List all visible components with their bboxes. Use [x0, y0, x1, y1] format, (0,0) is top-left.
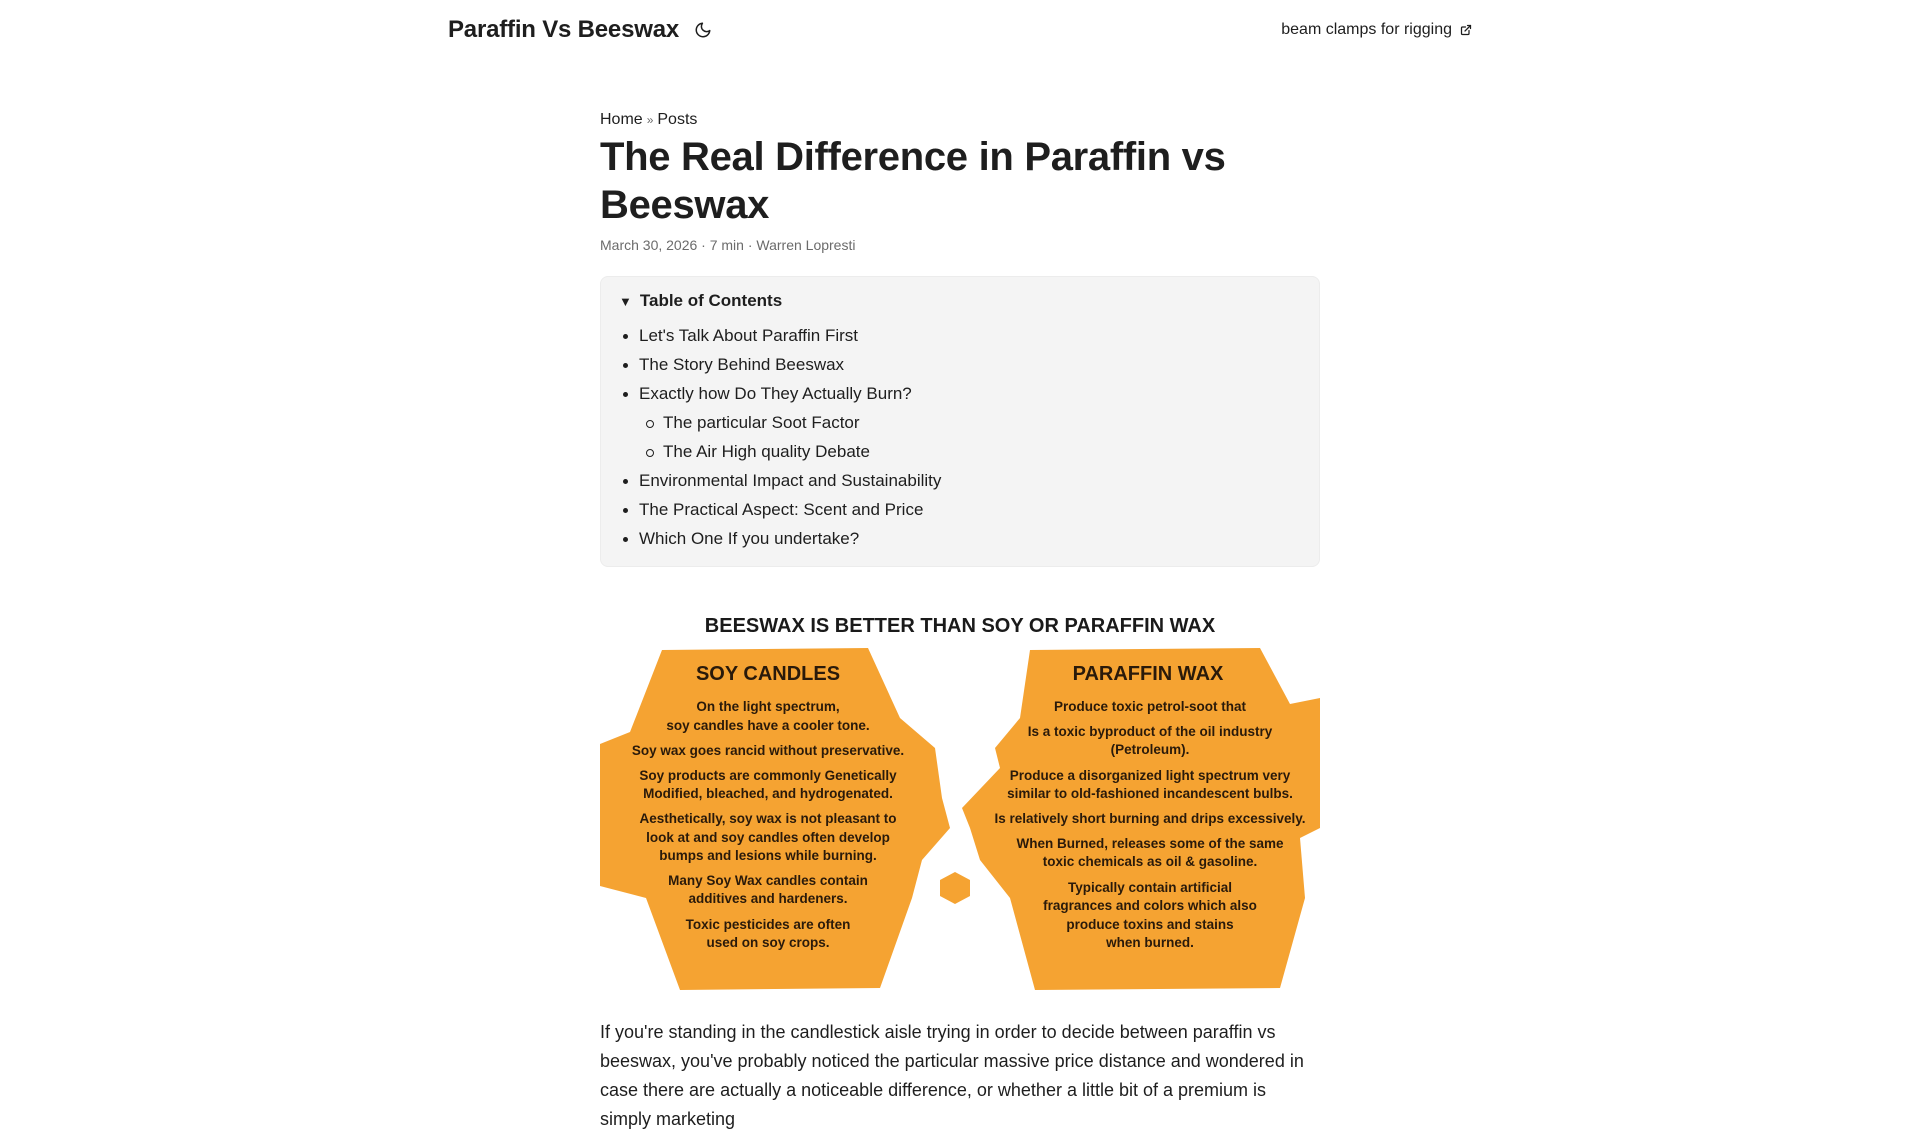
soy-line: Toxic pesticides are often [685, 917, 851, 932]
paraffin-line: when burned. [1106, 935, 1194, 950]
soy-line: On the light spectrum, [696, 699, 840, 714]
toc-item [619, 466, 1301, 495]
infographic-heading: BEESWAX IS BETTER THAN SOY OR PARAFFIN WAX [704, 615, 1216, 637]
breadcrumb [600, 111, 697, 129]
triangle-down-icon: ▼ [619, 293, 632, 309]
soy-title: SOY CANDLES [695, 663, 841, 685]
paraffin-line: Produce a disorganized light spectrum very [1009, 768, 1291, 783]
soy-line: look at and soy candles often develop [646, 830, 890, 845]
table-of-contents [600, 276, 1320, 567]
soy-line: Many Soy Wax candles contain [668, 873, 868, 888]
toc-link[interactable]: Let's Talk About Paraffin First [639, 326, 859, 345]
soy-line: Aesthetically, soy wax is not pleasant to [639, 811, 897, 826]
soy-line: Soy products are commonly Genetically [639, 768, 897, 783]
toc-subitem [619, 408, 1301, 437]
toc-summary-label: Table of Contents [639, 291, 783, 310]
soy-line: additives and hardeners. [688, 891, 848, 906]
post-meta: March 30, 2026 · 7 min · Warren Lopresti [600, 237, 856, 253]
soy-line: Soy wax goes rancid without preservative. [631, 743, 905, 758]
breadcrumb-home[interactable]: Home [600, 111, 643, 128]
paraffin-line: Produce toxic petrol-soot that [1053, 699, 1247, 714]
external-link-icon [1460, 24, 1472, 36]
toc-link[interactable]: The Story Behind Beeswax [639, 355, 845, 374]
logo-switches [448, 16, 713, 44]
toc-subitem [619, 437, 1301, 466]
toc-toggle[interactable] [619, 289, 1301, 313]
breadcrumb-posts[interactable]: Posts [657, 111, 698, 128]
infographic [600, 598, 1320, 1002]
toc-link[interactable]: The particular Soot Factor [663, 413, 860, 432]
theme-toggle-button[interactable] [693, 20, 713, 40]
paraffin-line: produce toxins and stains [1066, 917, 1234, 932]
paraffin-line: similar to old-fashioned incandescent bulbs. [1007, 786, 1293, 801]
toc-link[interactable]: The Air High quality Debate [663, 442, 870, 461]
toc-item [619, 524, 1301, 553]
toc-link[interactable]: Which One If you undertake? [639, 529, 860, 548]
paraffin-line: Is relatively short burning and drips excessively. [994, 811, 1306, 826]
paraffin-line: fragrances and colors which also [1043, 898, 1257, 913]
cover-image [600, 598, 1320, 1002]
soy-line: used on soy crops. [706, 935, 830, 950]
site-title-link[interactable]: Paraffin Vs Beeswax [448, 16, 679, 43]
paraffin-line: Typically contain artificial [1067, 880, 1233, 895]
toc-list [619, 321, 1301, 553]
paraffin-line: When Burned, releases some of the same [1016, 836, 1284, 851]
paraffin-title: PARAFFIN WAX [1072, 663, 1224, 685]
soy-line: bumps and lesions while burning. [659, 848, 877, 863]
toc-item [619, 350, 1301, 379]
page-title: The Real Difference in Paraffin vs Beeswax [600, 135, 1226, 227]
paraffin-line: Is a toxic byproduct of the oil industry [1027, 724, 1273, 739]
paraffin-line: (Petroleum). [1110, 742, 1190, 757]
toc-link[interactable]: Environmental Impact and Sustainability [639, 471, 942, 490]
toc-link[interactable]: Exactly how Do They Actually Burn? [639, 384, 912, 403]
moon-icon [694, 21, 712, 39]
menu-link-label: beam clamps for rigging [1281, 21, 1452, 38]
soy-line: soy candles have a cooler tone. [666, 718, 870, 733]
post-paragraph: If you're standing in the candlestick aisle trying in order to decide between paraffin vs beeswax, you've probably noticed the particular massive price distance and wondered in case there are actually a noticeable difference, or whether a little bit of a premium is simply marketing [600, 1022, 1304, 1129]
toc-item [619, 495, 1301, 524]
breadcrumb-separator: » [646, 113, 654, 127]
soy-line: Modified, bleached, and hydrogenated. [643, 786, 893, 801]
toc-item [619, 379, 1301, 408]
toc-item [619, 321, 1301, 350]
menu-link-beam-clamps[interactable] [1281, 21, 1472, 39]
paraffin-line: toxic chemicals as oil & gasoline. [1042, 854, 1258, 869]
site-header [448, 0, 1472, 60]
toc-link[interactable]: The Practical Aspect: Scent and Price [639, 500, 924, 519]
